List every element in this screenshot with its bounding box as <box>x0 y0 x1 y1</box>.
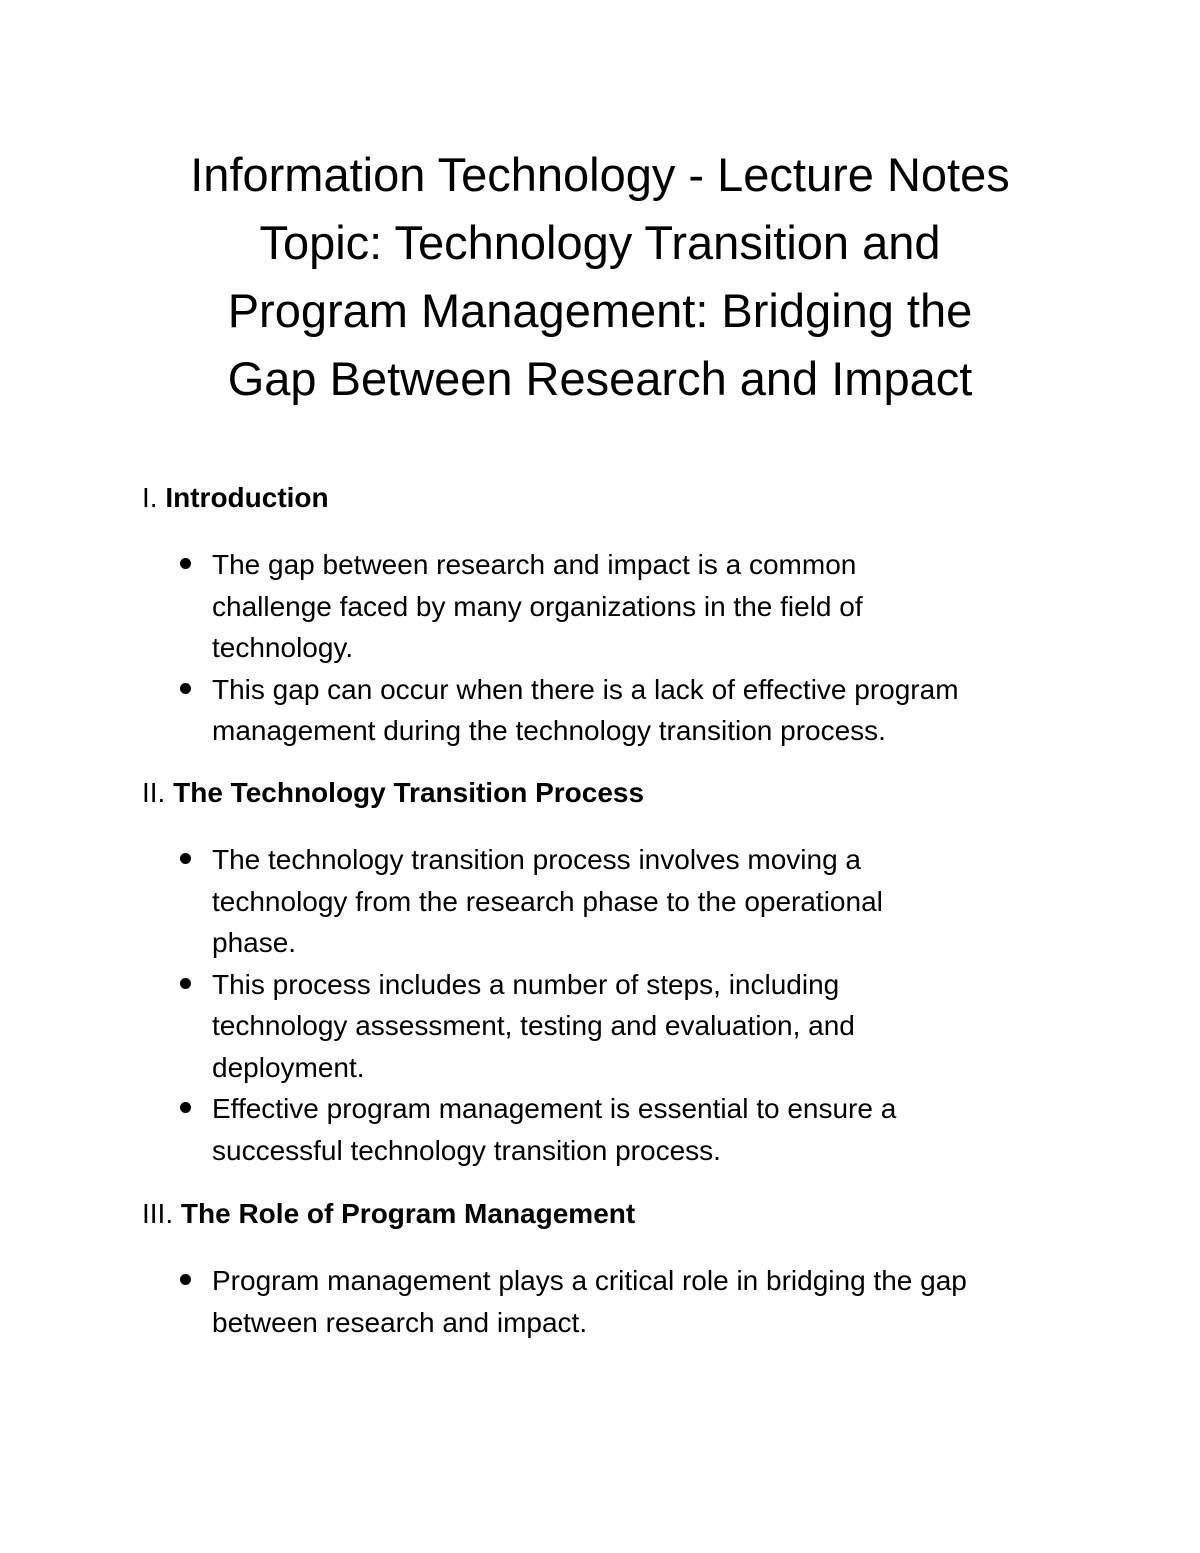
list-item-line: technology assessment, testing and evaluation, and <box>212 1010 855 1041</box>
title-line: Information Technology - Lecture Notes <box>190 148 1010 201</box>
title-line: Program Management: Bridging the <box>227 284 973 337</box>
section-numeral: I. <box>142 482 158 513</box>
section-introduction <box>142 478 1082 746</box>
list-item-line: between research and impact. <box>212 1306 588 1338</box>
bullet-icon <box>180 853 191 864</box>
list-item <box>180 839 1085 964</box>
section-numeral: III. <box>142 1198 174 1229</box>
section-heading-label: The Technology Transition Process <box>173 777 645 808</box>
list-item-line: Program management plays a critical role in bridging the gap <box>212 1265 967 1296</box>
list-item-line: technology. <box>212 632 354 663</box>
list-item-line: phase. <box>212 927 297 958</box>
bullet-list <box>180 839 1085 1171</box>
list-item <box>180 544 1085 669</box>
list-item <box>180 669 1085 752</box>
list-item-line: technology from the research phase to the operational <box>212 885 883 917</box>
bullet-icon <box>180 683 191 694</box>
bullet-icon <box>180 1102 191 1113</box>
bullet-icon <box>180 1274 191 1285</box>
list-item-line: The gap between research and impact is a common <box>212 549 857 580</box>
bullet-list <box>180 544 1085 752</box>
section-heading-label: The Role of Program Management <box>180 1198 636 1229</box>
list-item-line: Effective program management is essential to ensure a <box>212 1093 897 1124</box>
list-item-line: The technology transition process involves moving a <box>212 844 862 875</box>
list-item-line: management during the technology transition process. <box>212 715 886 746</box>
section-heading <box>142 478 1082 518</box>
section-numeral: II. <box>142 777 166 808</box>
section-role-of-program-management <box>142 1194 1082 1338</box>
list-item <box>180 1260 1085 1343</box>
bullet-list <box>180 1260 1085 1343</box>
list-item-line: This gap can occur when there is a lack of effective program <box>212 673 959 705</box>
section-heading <box>142 1194 1082 1234</box>
list-item-line: deployment. <box>212 1051 365 1083</box>
title-line: Gap Between Research and Impact <box>227 352 973 405</box>
section-heading-label: Introduction <box>165 482 329 513</box>
bullet-icon <box>180 558 191 569</box>
document-title <box>100 141 1100 413</box>
list-item-line: challenge faced by many organizations in the field of <box>212 590 863 622</box>
section-technology-transition-process <box>142 773 1082 1166</box>
title-line: Topic: Technology Transition and <box>259 216 941 269</box>
list-item-line: This process includes a number of steps, including <box>212 968 840 1000</box>
section-heading <box>142 773 1082 813</box>
list-item-line: successful technology transition process. <box>212 1134 721 1166</box>
list-item <box>180 1088 1085 1171</box>
list-item <box>180 964 1085 1089</box>
bullet-icon <box>180 978 191 989</box>
